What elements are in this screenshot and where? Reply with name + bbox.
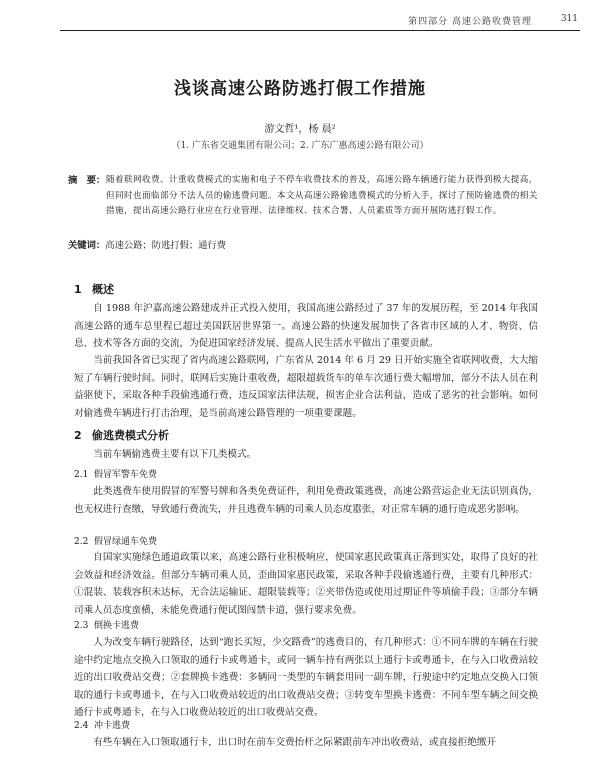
subsection-heading: 2.2 假冒绿通车免费: [74, 537, 158, 547]
header-rule: [60, 30, 580, 31]
abstract: [70, 173, 538, 220]
affiliations: （1. 广东省交通集团有限公司；2. 广东广惠高速公路有限公司）: [171, 141, 429, 151]
running-title: 第四部分 高速公路收费管理: [408, 17, 532, 27]
section-number: 2: [74, 429, 82, 442]
paragraph-5: 自国家实施绿色通道政策以来，高速公路行业积极响应，使国家惠民政策真正落到实处，取得了良好的社会效益和经济效益。但部分车辆司乘人员，歪曲国家惠民政策，采取各种手段偷逃通行费，主要有几种形式：①混装、装载容积未达标，无合法运输证、超限装载等；②夹带伪造或使用过期证件等填偷手段；③部分车辆司乘人员态度蛮横，未能免费通行便试图闯禁卡道，强行要求免费。: [74, 552, 538, 616]
subsection-heading: 2.4 冲卡逃费: [74, 721, 131, 731]
paper-title: 浅谈高速公路防逃打假工作措施: [174, 79, 426, 99]
running-header: [0, 8, 600, 30]
paragraph-4: 此类逃费车使用假冒的军警号牌和各类免费证件，利用免费政策逃费，高速公路营运企业无法识别真伪，也无权进行查缴，导致通行费流失，并且逃费车辆的司乘人员态度嚣张，对正常车辆的通行造成恶劣影响。: [74, 486, 538, 515]
section-heading-2: [74, 427, 169, 443]
section-title: 偷逃费模式分析: [92, 429, 169, 442]
subsection-heading: 2.1 假冒军警车免费: [74, 470, 158, 480]
authors: 游文哲¹，杨 晨²: [264, 124, 336, 135]
paragraph-3: 当前车辆偷逃费主要有以下几类模式。: [93, 449, 257, 460]
section-heading-1: [74, 281, 114, 297]
abstract-text: 随着联网收费、计重收费模式的实施和电子不停车收费技术的普及，高速公路车辆通行能力获得到极大提高，但同时也面临部分不法人员的偷逃费问题。本文从高速公路偷逃费模式的分析入手，探讨了预防偷逃费的相关措施，提出高速公路行业应在行业管理、法律维权、技术合署、人员素质等方面开展防逃打假工作。: [106, 175, 538, 216]
paragraph-7: 有些车辆在入口领取通行卡，出口时在前车交费抬杆之际紧跟前车冲出收费站，或直接拒绝缴开: [93, 737, 497, 748]
keywords-text: 高速公路；防逃打假；通行费: [105, 240, 227, 251]
abstract-label: 摘 要：: [68, 175, 106, 186]
section-number: 1: [74, 283, 82, 296]
paragraph-2: 当前我国各省已实现了省内高速公路联网，广东省从 2014 年 6 月 29 日开始实施全省联网收费，大大缩短了车辆行驶时间。同时，联网后实施计重收费，超限超载货车的单车次通行费大幅增加，部分不法人员在利益驱使下，采取各种手段偷逃通行费，违反国家法律法规，损害企业合法利益，造成了恶劣的社会影响。如何对偷逃费车辆进行打击治理，是当前高速公路管理的一项重要课题。: [74, 355, 538, 419]
keywords: [68, 237, 538, 251]
keywords-label: 关键词：: [68, 240, 106, 251]
paragraph-6: 人为改变车辆行驶路径，达到“跑长买短，少交路费”的逃费目的，有几种形式：①不同车牌的车辆在行驶途中约定地点交换入口领取的通行卡或粤通卡，或同一辆车持有两张以上通行卡或粤通卡，在与入口收费站较近的出口收费站交费；②套牌换卡逃费：多辆同一类型的车辆套用同一副车牌，行驶途中约定地点交换入口领取的通行卡或粤通卡，在与入口收费站较近的出口收费站交费；③转变车型换卡逃费：不同车型车辆之间交换通行卡或粤通卡，在与入口收费站较近的出口收费站交费。: [74, 637, 538, 719]
section-title: 概述: [92, 283, 114, 296]
subsection-heading: 2.3 倒换卡逃费: [74, 621, 140, 631]
paragraph-1: 自 1988 年沪嘉高速公路建成并正式投入使用，我国高速公路经过了 37 年的发展历程，至 2014 年我国高速公路的通车总里程已超过美国跃居世界第一。高速公路的快速发展加快了各省市区域的人才、物资、信息、技术等各方面的交流，为促进国家经济发展、提高人民生活水平做出了重要贡献。: [74, 303, 538, 350]
page-number: 311: [560, 14, 578, 24]
